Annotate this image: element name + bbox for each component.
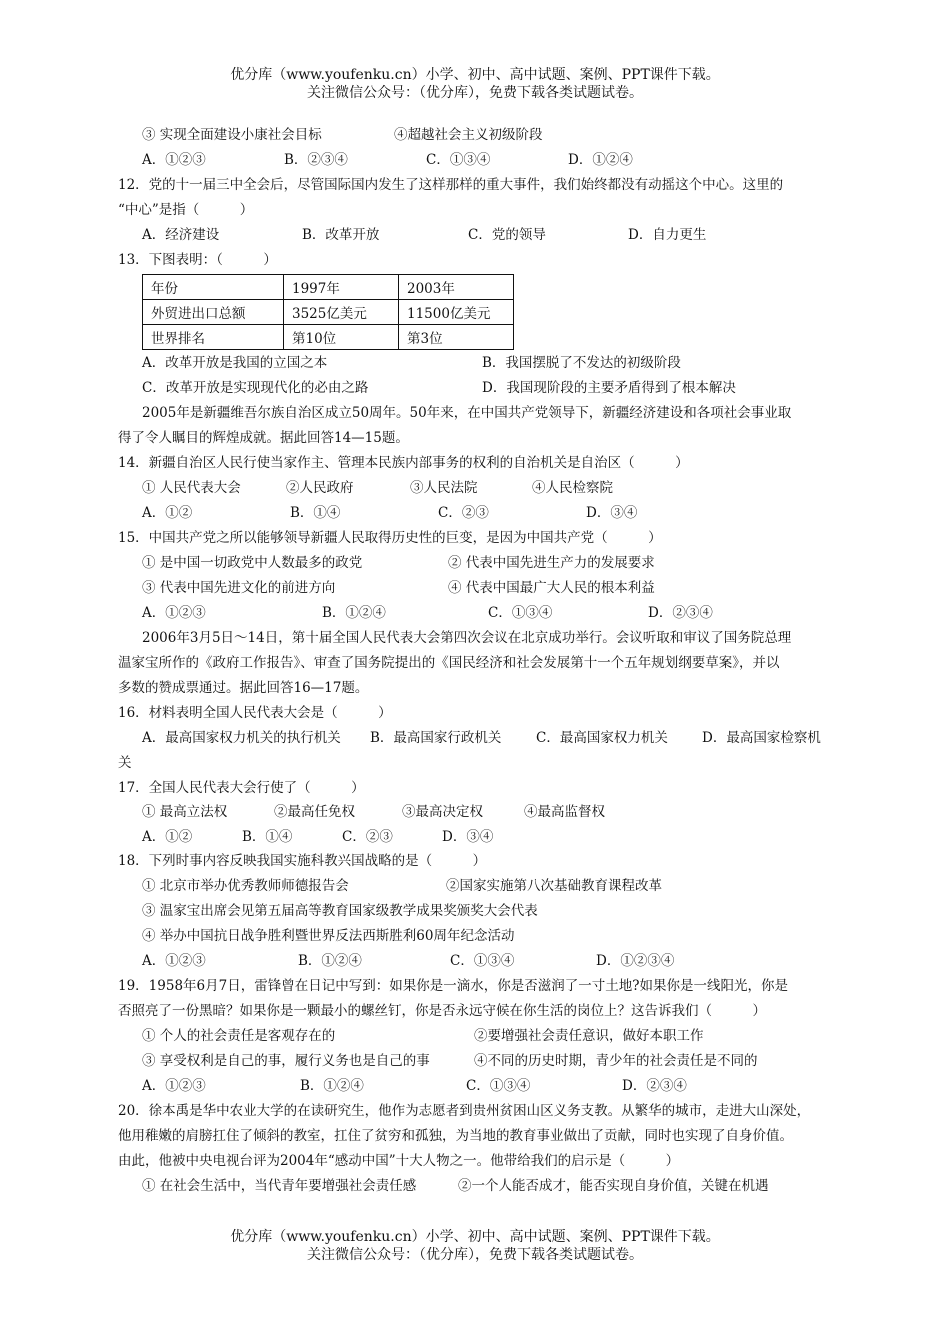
choice-d: D．③④ bbox=[442, 829, 494, 845]
q19-option-4: ④不同的历史时期，青少年的社会责任是不同的 bbox=[474, 1053, 758, 1069]
table-cell: 3525亿美元 bbox=[284, 300, 399, 325]
q15-option-2: ② 代表中国先进生产力的发展要求 bbox=[448, 555, 655, 571]
material-2-line-1: 2006年3月5日～14日，第十届全国人民代表大会第四次会议在北京成功举行。会议听取和审议了国务院总理 bbox=[142, 630, 792, 646]
choice-c: C．最高国家权力机关 bbox=[536, 730, 668, 746]
choice-a: A．①② bbox=[142, 505, 193, 521]
choice-a: A．①②③ bbox=[142, 152, 206, 168]
choice-a: A．①②③ bbox=[142, 1078, 206, 1094]
q16-choice-wrap: 关 bbox=[118, 755, 132, 771]
table-cell: 年份 bbox=[143, 275, 284, 300]
choice-d: D．①②④ bbox=[568, 152, 633, 168]
q15-stem: 15．中国共产党之所以能够领导新疆人民取得历史性的巨变，是因为中国共产党（ ） bbox=[118, 530, 662, 546]
q19-stem-line-2: 否照亮了一份黑暗？如果你是一颗最小的螺丝钉，你是否永远守候在你生活的岗位上？这告诉我们（ ） bbox=[118, 1003, 766, 1019]
q17-option-1: ① 最高立法权 bbox=[142, 804, 228, 820]
choice-d: D．②③④ bbox=[622, 1078, 687, 1094]
q18-option-2: ②国家实施第八次基础教育课程改革 bbox=[446, 878, 662, 894]
q18-option-3: ③ 温家宝出席会见第五届高等教育国家级教学成果奖颁奖大会代表 bbox=[142, 903, 538, 919]
q15-option-3: ③ 代表中国先进文化的前进方向 bbox=[142, 580, 336, 596]
table-cell: 第3位 bbox=[399, 325, 514, 350]
choice-c: C．②③ bbox=[438, 505, 489, 521]
choice-d: D．自力更生 bbox=[628, 227, 707, 243]
material-2-line-2: 温家宝所作的《政府工作报告》、审查了国务院提出的《国民经济和社会发展第十一个五年规划纲要草案》，并以 bbox=[118, 655, 780, 671]
choice-c: C．②③ bbox=[342, 829, 393, 845]
choice-d: D．①②③④ bbox=[596, 953, 675, 969]
choice-b: B．我国摆脱了不发达的初级阶段 bbox=[482, 355, 681, 371]
q20-option-2: ②一个人能否成才，能否实现自身价值，关键在机遇 bbox=[458, 1178, 769, 1194]
choice-b: B．最高国家行政机关 bbox=[370, 730, 502, 746]
choice-c: C．①③④ bbox=[488, 605, 553, 621]
choice-b: B．①②④ bbox=[298, 953, 362, 969]
choice-d: D．我国现阶段的主要矛盾得到了根本解决 bbox=[482, 380, 736, 396]
q18-option-4: ④ 举办中国抗日战争胜利暨世界反法西斯胜利60周年纪念活动 bbox=[142, 928, 515, 944]
choice-a: A．改革开放是我国的立国之本 bbox=[142, 355, 328, 371]
material-1-line-1: 2005年是新疆维吾尔族自治区成立50周年。50年来，在中国共产党领导下，新疆经济建设和各项社会事业取 bbox=[142, 405, 792, 421]
q20-stem-line-3: 由此，他被中央电视台评为2004年“感动中国”十大人物之一。他带给我们的启示是（ ） bbox=[118, 1153, 680, 1169]
choice-d: D．最高国家检察机 bbox=[702, 730, 821, 746]
q14-option-3: ③人民法院 bbox=[410, 480, 478, 496]
table-cell: 外贸进出口总额 bbox=[143, 300, 284, 325]
q11-option-3: ③ 实现全面建设小康社会目标 bbox=[142, 127, 322, 143]
choice-c: C．①③④ bbox=[426, 152, 491, 168]
q12-stem-line-2: “中心”是指（ ） bbox=[118, 202, 254, 218]
q14-stem: 14．新疆自治区人民行使当家作主、管理本民族内部事务的权利的自治机关是自治区（ ） bbox=[118, 455, 689, 471]
page-header bbox=[0, 66, 950, 102]
choice-a: A．经济建设 bbox=[142, 227, 220, 243]
header-line-2: 关注微信公众号：（优分库），免费下载各类试题试卷。 bbox=[307, 85, 643, 101]
choice-b: B．①②④ bbox=[322, 605, 386, 621]
material-2-line-3: 多数的赞成票通过。据此回答16—17题。 bbox=[118, 680, 369, 696]
q19-stem-line-1: 19．1958年6月7日，雷锋曾在日记中写到：如果你是一滴水，你是否滋润了一寸土地?如果你是一线阳光，你是 bbox=[118, 978, 788, 994]
choice-d: D．②③④ bbox=[648, 605, 713, 621]
choice-b: B．①④ bbox=[290, 505, 341, 521]
q14-option-2: ②人民政府 bbox=[286, 480, 354, 496]
q13-stem: 13．下图表明：（ ） bbox=[118, 252, 277, 268]
table-row bbox=[143, 325, 514, 350]
choice-a: A．①②③ bbox=[142, 953, 206, 969]
q20-stem-line-2: 他用稚嫩的肩膀扛住了倾斜的教室，扛住了贫穷和孤独，为当地的教育事业做出了贡献，同时也实现了自身价值。 bbox=[118, 1128, 793, 1144]
choice-a: A．最高国家权力机关的执行机关 bbox=[142, 730, 341, 746]
table-cell: 1997年 bbox=[284, 275, 399, 300]
choice-b: B．②③④ bbox=[284, 152, 348, 168]
q12-stem-line-1: 12．党的十一届三中全会后，尽管国际国内发生了这样那样的重大事件，我们始终都没有动摇这个中心。这里的 bbox=[118, 177, 784, 193]
choice-a: A．①② bbox=[142, 829, 193, 845]
table-row bbox=[143, 275, 514, 300]
q17-option-4: ④最高监督权 bbox=[524, 804, 605, 820]
q16-stem: 16．材料表明全国人民代表大会是（ ） bbox=[118, 705, 392, 721]
choice-c: C．①③④ bbox=[466, 1078, 531, 1094]
q20-option-1: ① 在社会生活中，当代青年要增强社会责任感 bbox=[142, 1178, 417, 1194]
choice-d: D．③④ bbox=[586, 505, 638, 521]
q17-option-3: ③最高决定权 bbox=[402, 804, 483, 820]
choice-c: C．党的领导 bbox=[468, 227, 546, 243]
table-cell: 世界排名 bbox=[143, 325, 284, 350]
q19-option-1: ① 个人的社会责任是客观存在的 bbox=[142, 1028, 336, 1044]
q14-option-4: ④人民检察院 bbox=[532, 480, 613, 496]
choice-b: B．①②④ bbox=[300, 1078, 364, 1094]
header-line-1: 优分库（www.youfenku.cn）小学、初中、高中试题、案例、PPT课件下载。 bbox=[230, 67, 720, 83]
q15-option-1: ① 是中国一切政党中人数最多的政党 bbox=[142, 555, 363, 571]
q17-stem: 17．全国人民代表大会行使了（ ） bbox=[118, 780, 365, 796]
q17-option-2: ②最高任免权 bbox=[274, 804, 355, 820]
choice-b: B．改革开放 bbox=[302, 227, 380, 243]
q19-option-2: ②要增强社会责任意识，做好本职工作 bbox=[474, 1028, 704, 1044]
table-cell: 第10位 bbox=[284, 325, 399, 350]
q18-stem: 18．下列时事内容反映我国实施科教兴国战略的是（ ） bbox=[118, 853, 487, 869]
q20-stem-line-1: 20．徐本禹是华中农业大学的在读研究生，他作为志愿者到贵州贫困山区义务支教。从繁华的城市，走进大山深处， bbox=[118, 1103, 811, 1119]
material-1-line-2: 得了令人瞩目的辉煌成就。据此回答14—15题。 bbox=[118, 430, 409, 446]
table-cell: 11500亿美元 bbox=[399, 300, 514, 325]
q15-option-4: ④ 代表中国最广大人民的根本利益 bbox=[448, 580, 655, 596]
q19-option-3: ③ 享受权利是自己的事，履行义务也是自己的事 bbox=[142, 1053, 430, 1069]
choice-b: B．①④ bbox=[242, 829, 293, 845]
footer-line-1: 优分库（www.youfenku.cn）小学、初中、高中试题、案例、PPT课件下载。 bbox=[230, 1229, 720, 1245]
table-row bbox=[143, 300, 514, 325]
choice-c: C．改革开放是实现现代化的必由之路 bbox=[142, 380, 369, 396]
footer-line-2: 关注微信公众号：（优分库），免费下载各类试题试卷。 bbox=[307, 1247, 643, 1263]
q11-option-4: ④超越社会主义初级阶段 bbox=[394, 127, 543, 143]
choice-c: C．①③④ bbox=[450, 953, 515, 969]
page-footer bbox=[0, 1228, 950, 1264]
q13-data-table bbox=[142, 274, 514, 350]
choice-a: A．①②③ bbox=[142, 605, 206, 621]
q18-option-1: ① 北京市举办优秀教师师德报告会 bbox=[142, 878, 349, 894]
table-cell: 2003年 bbox=[399, 275, 514, 300]
q14-option-1: ① 人民代表大会 bbox=[142, 480, 241, 496]
